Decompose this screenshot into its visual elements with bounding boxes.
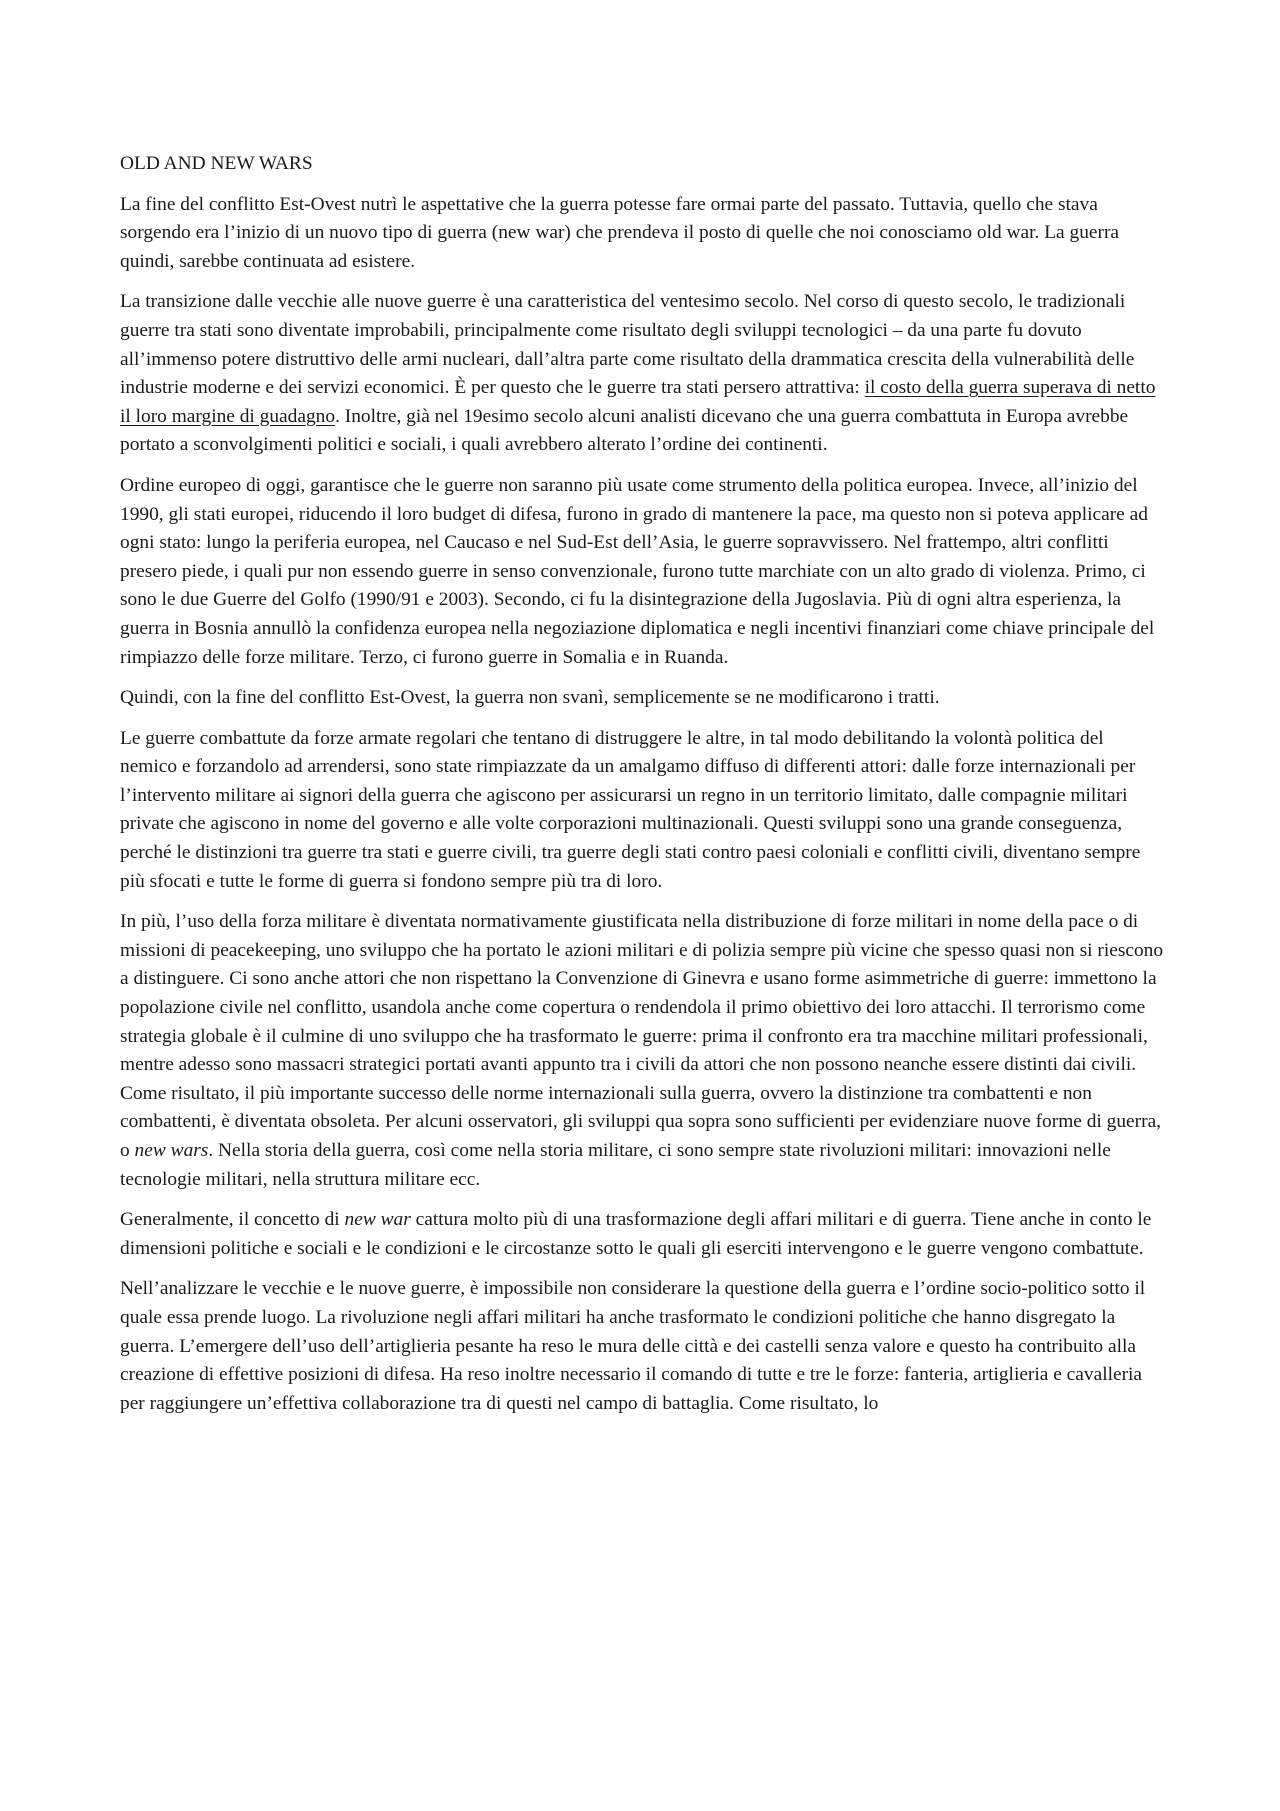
document-title: OLD AND NEW WARS [120,153,313,174]
paragraph-4: Quindi, con la fine del conflitto Est-Ovest, la guerra non svanì, semplicemente se ne modificarono i tratti. [120,687,940,709]
italic-term-new-war: new war [344,1209,411,1231]
underlined-phrase: il costo della guerra superava di netto il loro margine di guadagno [120,377,1156,427]
paragraph-7-text-a: Generalmente, il concetto di [120,1209,345,1231]
italic-term-new-wars: new wars [134,1140,209,1161]
document-body [120,150,1165,1430]
paragraph-5: Le guerre combattute da forze armate regolari che tentano di distruggere le altre, in tal modo debilitando la volontà politica del nemico e forzandolo ad arrendersi, sono state rimpiazzate da un amalgamo diffuso di differenti attori: dalle forze internazionali per l’intervento militare ai signori della guerra che agiscono per assicurarsi un regno in un territorio limitato, dalle compagnie militari private che agiscono in nome del governo e alle volte corporazioni multinazionali. Questi sviluppi sono una grande conseguenza, perché le distinzioni tra guerre tra stati e guerre civili, tra guerre degli stati contro paesi coloniali e conflitti civili, diventano sempre più sfocati e tutte le forme di guerra si fondono sempre più tra di loro. [120,727,1141,892]
paragraph-2-text-b: . Inoltre, già nel 19esimo secolo alcuni analisti dicevano che una guerra combattuta in Europa avrebbe portato a sconvolgimenti politici e sociali, i quali avrebbero alterato l’ordine dei continenti. [120,405,1129,456]
paragraph-2-text-a: La transizione dalle vecchie alle nuove guerre è una caratteristica del ventesimo secolo. Nel corso di questo secolo, le tradizionali guerre tra stati sono diventate improbabili, principalmente come risultato degli sviluppi tecnologici – da una parte fu dovuto all’immenso potere distruttivo delle armi nucleari, dall’altra parte come risultato della drammatica crescita della vulnerabilità delle industrie moderne e dei servizi economici. È per questo che le guerre tra stati persero attrattiva: [120,291,1135,399]
paragraph-7-text-b: cattura molto più di una trasformazione degli affari militari e di guerra. Tiene anche in conto le dimensioni politiche e sociali e le condizioni e le circostanze sotto le quali gli eserciti intervengono e le guerre vengono combattute. [120,1209,1152,1259]
paragraph-2 [120,288,1165,460]
paragraph-7 [120,1206,1165,1263]
paragraph-6-text-a: In più, l’uso della forza militare è diventata normativamente giustificata nella distribuzione di forze militari in nome della pace o di missioni di peacekeeping, uno sviluppo che ha portato le azioni militari e di polizia sempre più vicine che spesso quasi non si riescono a distinguere. Ci sono anche attori che non rispettano la Convenzione di Ginevra e usano forme asimmetriche di guerre: immettono la popolazione civile nel conflitto, usandola anche come copertura o rendendola il primo obiettivo dei loro attacchi. Il terrorismo come strategia globale è il culmine di uno sviluppo che ha trasformato le guerre: prima il confronto era tra macchine militari professionali, mentre adesso sono massacri strategici portati avanti appunto tra i civili da attori che non possono neanche essere distinti dai civili. Come risultato, il più importante successo delle norme internazionali sulla guerra, ovvero la distinzione tra combattenti e non combattenti, è diventata obsoleta. Per alcuni osservatori, gli sviluppi qua sopra sono sufficienti per evidenziare nuove forme di guerra, o [120,911,1164,1161]
paragraph-1: La fine del conflitto Est-Ovest nutrì le aspettative che la guerra potesse fare ormai parte del passato. Tuttavia, quello che stava sorgendo era l’inizio di un nuovo tipo di guerra (new war) che prendeva il posto di quelle che noi conosciamo old war. La guerra quindi, sarebbe continuata ad esistere. [120,193,1120,272]
paragraph-6 [120,908,1165,1194]
paragraph-6-text-b: . Nella storia della guerra, così come nella storia militare, ci sono sempre state rivoluzioni militari: innovazioni nelle tecnologie militari, nella struttura militare ecc. [120,1140,1111,1190]
paragraph-3: Ordine europeo di oggi, garantisce che le guerre non saranno più usate come strumento della politica europea. Invece, all’inizio del 1990, gli stati europei, riducendo il loro budget di difesa, furono in grado di mantenere la pace, ma questo non si poteva applicare ad ogni stato: lungo la periferia europea, nel Caucaso e nel Sud-Est dell’Asia, le guerre sopravvissero. Nel frattempo, altri conflitti presero piede, i quali pur non essendo guerre in senso convenzionale, furono tutte marchiate con un alto grado di violenza. Primo, ci sono le due Guerre del Golfo (1990/91 e 2003). Secondo, ci fu la disintegrazione della Jugoslavia. Più di ogni altra esperienza, la guerra in Bosnia annullò la confidenza europea nella negoziazione diplomatica e negli incentivi finanziari come chiave principale del rimpiazzo delle forze militare. Terzo, ci furono guerre in Somalia e in Ruanda. [120,474,1155,668]
paragraph-8: Nell’analizzare le vecchie e le nuove guerre, è impossibile non considerare la questione della guerra e l’ordine socio-politico sotto il quale essa prende luogo. La rivoluzione negli affari militari ha anche trasformato le condizioni politiche che hanno disgregato la guerra. L’emergere dell’uso dell’artiglieria pesante ha reso le mura delle città e dei castelli senza valore e questo ha contribuito alla creazione di effettive posizioni di difesa. Ha reso inoltre necessario il comando di tutte e tre le forze: fanteria, artiglieria e cavalleria per raggiungere un’effettiva collaborazione tra di questi nel campo di battaglia. Come risultato, lo [120,1278,1146,1414]
